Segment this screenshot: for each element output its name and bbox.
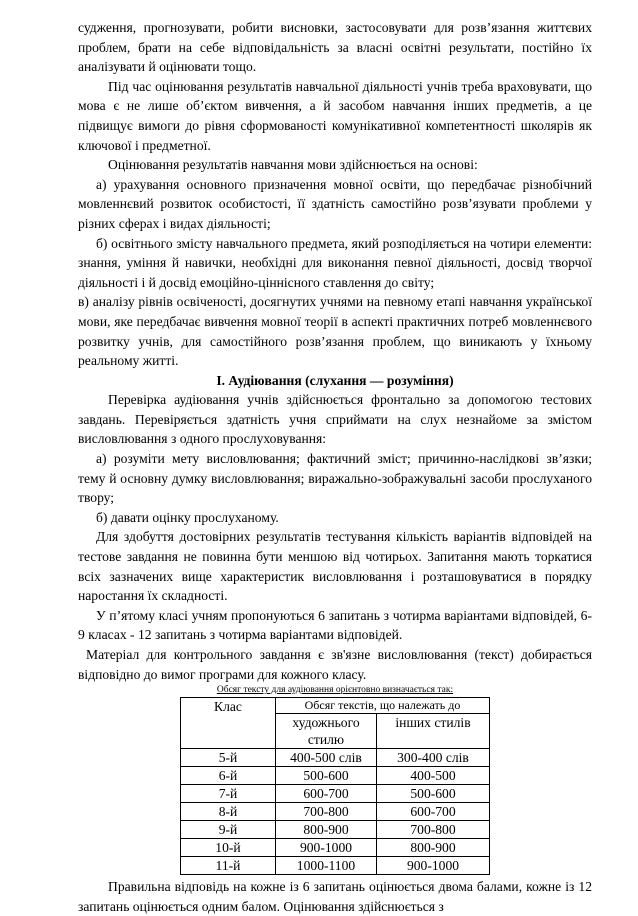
table-row [181, 749, 490, 767]
cell-class: 5-й [181, 749, 276, 767]
cell-other: 300-400 слів [377, 749, 490, 767]
paragraph-scoring: Правильна відповідь на кожне із 6 запитань оцінюється двома балами, кожне із 12 запитань оцінюється одним балом. Оцінювання здійснюється з [78, 879, 592, 914]
paragraph-audit-check: Перевірка аудіювання учнів здійснюється фронтально за допомогою тестових завдань. Перевіряється здатність учня сприймати на слух незнайоме за змістом висловлювання з одного прослуховування: [78, 392, 592, 447]
table-row [181, 767, 490, 785]
header-art-style: художнього стилю [276, 714, 377, 749]
header-other-styles: інших стилів [377, 714, 490, 749]
list-item-b: б) освітнього змісту навчального предмета, який розподіляється на чотири елементи: знання, уміння й навички, необхідні для виконання певної діяльності, досвід творчої діяльності і й досвід емоційно-ціннісного ставлення до світу; [78, 235, 592, 290]
list-item-audit-b: б) давати оцінку прослуханому. [96, 509, 279, 525]
table-row [181, 857, 490, 875]
cell-class: 9-й [181, 821, 276, 839]
text-volume-table [180, 697, 490, 875]
cell-other: 900-1000 [377, 857, 490, 875]
cell-other: 500-600 [377, 785, 490, 803]
header-class: Клас [181, 698, 276, 749]
table-caption: Обсяг тексту для аудіювання орієнтовно визначається так: [216, 685, 454, 696]
table-row [181, 803, 490, 821]
cell-art: 600-700 [276, 785, 377, 803]
table-header-row [181, 698, 490, 714]
cell-art: 800-900 [276, 821, 377, 839]
paragraph-assessment-basis: Оцінювання результатів навчання мови здійснюється на основі: [108, 157, 478, 173]
cell-art: 700-800 [276, 803, 377, 821]
list-item-a: а) урахування основного призначення мовної освіти, що передбачає різнобічний мовленнєвий розвиток особистості, її здатність самостійно розв’язувати проблеми у різних сферах і видах діяльності; [78, 176, 592, 231]
cell-art: 900-1000 [276, 839, 377, 857]
cell-other: 600-700 [377, 803, 490, 821]
cell-class: 6-й [181, 767, 276, 785]
table-row [181, 785, 490, 803]
document-page [78, 18, 592, 916]
table-row [181, 821, 490, 839]
paragraph-assessment-note: Під час оцінювання результатів навчальної діяльності учнів треба враховувати, що мова є не лише об’єктом вивчення, а й засобом навчання інших предметів, а це підвищує вимоги до рівня сформованості комунікативної компетентності школярів як ключової і предметної. [78, 78, 592, 153]
cell-other: 800-900 [377, 839, 490, 857]
list-item-audit-a: а) розуміти мету висловлювання; фактичний зміст; причинно-наслідкові зв’язки; тему й основну думку висловлювання; виражально-зображувальні засоби прослуханого твору; [78, 451, 592, 506]
cell-art: 500-600 [276, 767, 377, 785]
cell-class: 10-й [181, 839, 276, 857]
cell-other: 700-800 [377, 821, 490, 839]
cell-art: 400-500 слів [276, 749, 377, 767]
paragraph-material: Матеріал для контрольного завдання є зв'язне висловлювання (текст) добирається відповідно до вимог програми для кожного класу. [78, 647, 592, 682]
cell-class: 11-й [181, 857, 276, 875]
list-item-c: в) аналізу рівнів освіченості, досягнутих учнями на певному етапі навчання української мови, яке передбачає вивчення мовної теорії в аспекті практичних потреб мовленнєвого розвитку учнів, для самостійного розв’язання проблем, що виникають у їхньому реальному житті. [78, 294, 592, 369]
cell-art: 1000-1100 [276, 857, 377, 875]
cell-class: 8-й [181, 803, 276, 821]
cell-class: 7-й [181, 785, 276, 803]
paragraph-continuation: судження, прогнозувати, робити висновки, застосовувати для розв’язання життєвих проблем, брати на себе відповідальність за власні освітні результати, постійно їх аналізувати й оцінювати тощо. [78, 20, 592, 75]
table-row [181, 839, 490, 857]
section-title: І. Аудіювання (слухання — розуміння) [216, 372, 454, 388]
paragraph-answer-variants: Для здобуття достовірних результатів тестування кількість варіантів відповідей на тестове завдання не повинна бути меншою від чотирьох. Запитання мають торкатися всіх зазначених вище характеристик висловлювання і розташовуватися в порядку наростання їх складності. [78, 529, 592, 604]
header-volume-group: Обсяг текстів, що належать до [276, 698, 490, 714]
paragraph-question-count: У п’ятому класі учням пропонуються 6 запитань з чотирма варіантами відповідей, 6-9 класах - 12 запитань з чотирма варіантами відповідей. [78, 607, 592, 643]
cell-other: 400-500 [377, 767, 490, 785]
